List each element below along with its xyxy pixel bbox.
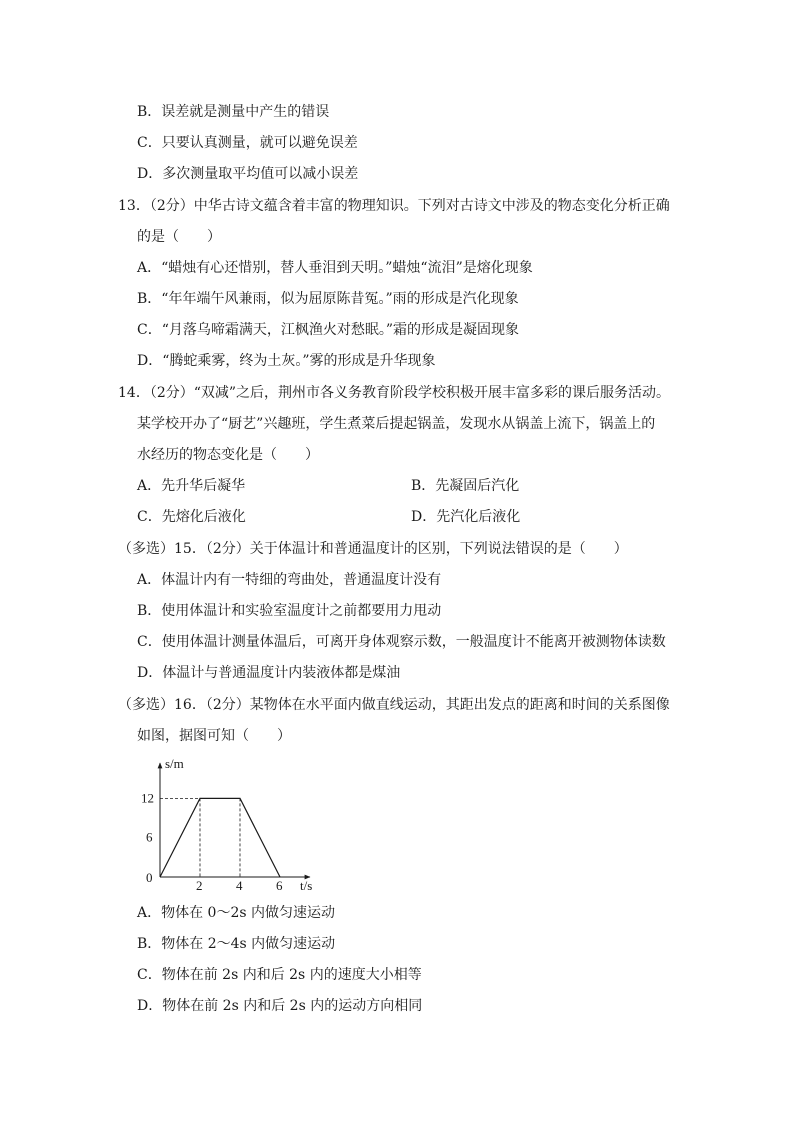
- q16-stem-line1: （多选）16．（2分）某物体在水平面内做直线运动，其距出发点的距离和时间的关系图像: [118, 697, 670, 713]
- distance-time-graph: [135, 755, 335, 895]
- q14-stem-line1: 14．（2分）“双减”之后，荆州市各义务教育阶段学校积极开展丰富多彩的课后服务活动。: [118, 385, 671, 401]
- q13-option-d: D．“腾蛇乘雾，终为土灰。”雾的形成是升华现象: [137, 353, 436, 369]
- q14-option-a: A．先升华后凝华: [137, 478, 246, 494]
- y-tick-label: 12: [141, 790, 154, 806]
- q14-option-c: C．先熔化后液化: [137, 509, 246, 525]
- q16-option-a: A．物体在 0～2s 内做匀速运动: [137, 905, 336, 921]
- q13-option-a: A．“蜡烛有心还惜别，替人垂泪到天明。”蜡烛“流泪”是熔化现象: [137, 260, 533, 276]
- q15-option-a: A．体温计内有一特细的弯曲处，普通温度计没有: [137, 572, 442, 588]
- y-axis-label: s/m: [165, 756, 184, 771]
- x-tick-label: 4: [236, 878, 243, 893]
- q16-option-c: C．物体在前 2s 内和后 2s 内的速度大小相等: [137, 967, 422, 983]
- origin-label: 0: [146, 870, 153, 885]
- guide-lines: [160, 798, 240, 877]
- q12-option-c: C．只要认真测量，就可以避免误差: [137, 135, 358, 151]
- q14-option-d: D．先汽化后液化: [411, 509, 521, 525]
- q13-stem-line1: 13．（2分）中华古诗文蕴含着丰富的物理知识。下列对古诗文中涉及的物态变化分析正确: [118, 198, 670, 214]
- series-line: [160, 798, 280, 877]
- q12-option-b: B．误差就是测量中产生的错误: [137, 104, 330, 120]
- q12-option-d: D．多次测量取平均值可以减小误差: [137, 166, 359, 182]
- q13-option-c: C．“月落乌啼霜满天，江枫渔火对愁眠。”霜的形成是凝固现象: [137, 322, 520, 338]
- y-tick-label: 6: [146, 829, 153, 845]
- q15-stem: （多选）15．（2分）关于体温计和普通温度计的区别，下列说法错误的是（ ）: [118, 541, 628, 557]
- q15-option-c: C．使用体温计测量体温后，可离开身体观察示数，一般温度计不能离开被测物体读数: [137, 634, 666, 650]
- q16-option-b: B．物体在 2～4s 内做匀速运动: [137, 936, 336, 952]
- q16-option-d: D．物体在前 2s 内和后 2s 内的运动方向相同: [137, 998, 423, 1014]
- q14-stem-line3: 水经历的物态变化是（ ）: [137, 447, 319, 463]
- q16-stem-line2: 如图，据图可知（ ）: [137, 728, 291, 744]
- q15-option-d: D．体温计与普通温度计内装液体都是煤油: [137, 665, 401, 681]
- x-tick-label: 6: [276, 878, 283, 893]
- q13-option-b: B．“年年端午风兼雨，似为屈原陈昔冤。”雨的形成是汽化现象: [137, 291, 519, 307]
- x-axis-label: t/s: [300, 878, 313, 893]
- q14-stem-line2: 某学校开办了“厨艺”兴趣班，学生煮菜后提起锅盖，发现水从锅盖上流下，锅盖上的: [137, 416, 656, 432]
- q15-option-b: B．使用体温计和实验室温度计之前都要用力甩动: [137, 603, 442, 619]
- q14-option-b: B．先凝固后汽化: [411, 478, 520, 494]
- q13-stem-line2: 的是（ ）: [137, 229, 221, 245]
- x-tick-label: 2: [196, 878, 203, 893]
